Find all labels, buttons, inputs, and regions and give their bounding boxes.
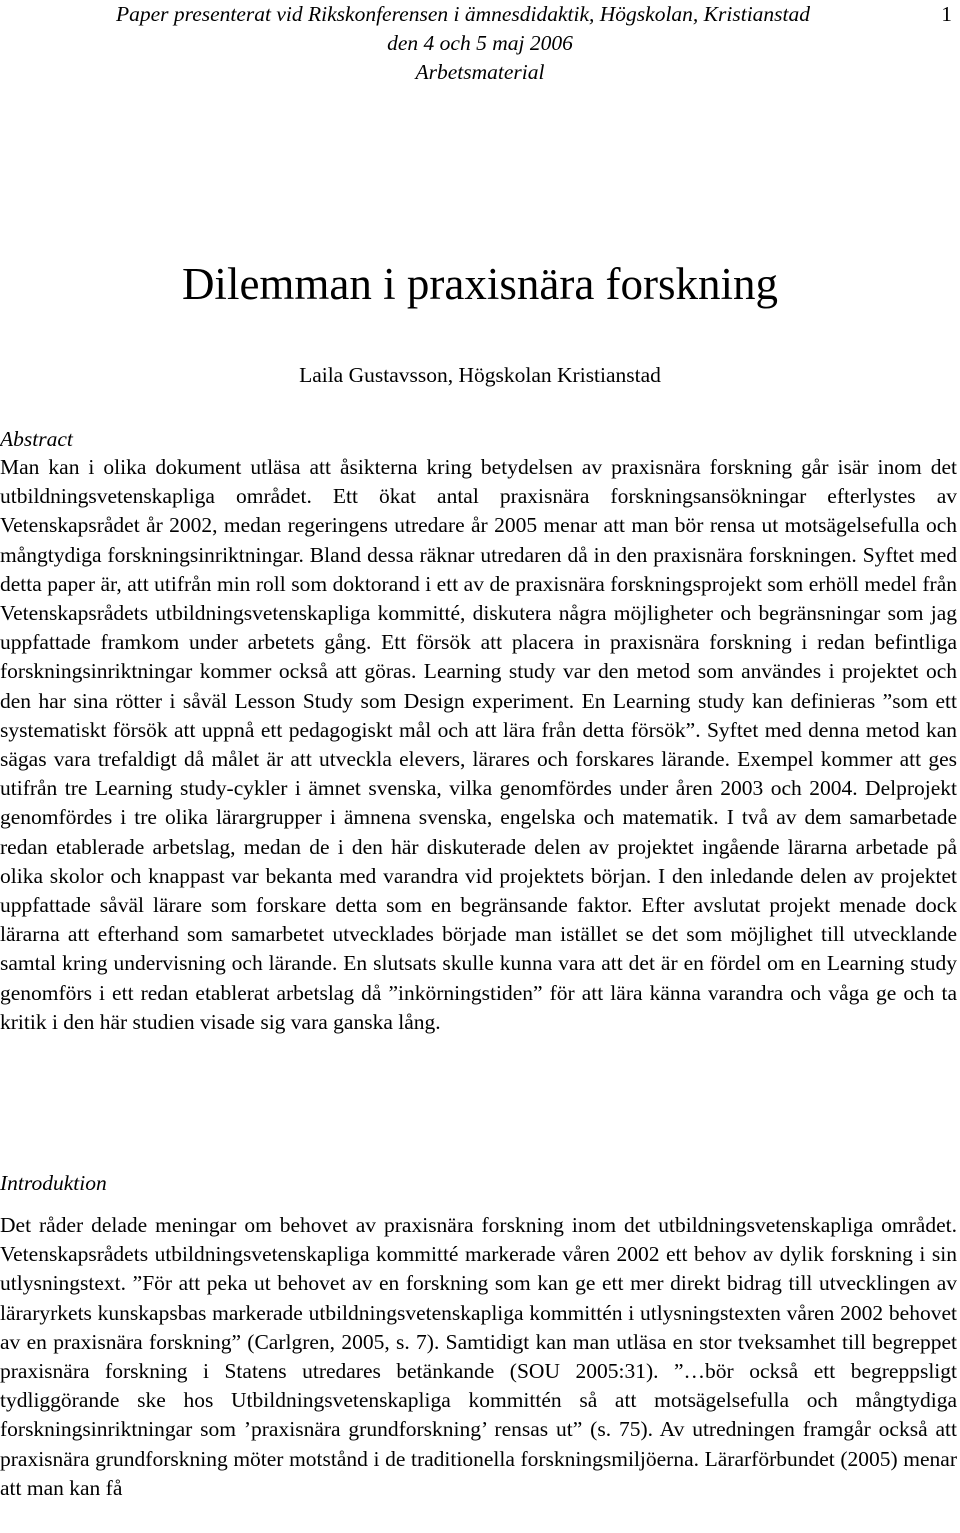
working-material-label: Arbetsmaterial bbox=[415, 60, 545, 84]
running-header bbox=[0, 0, 960, 87]
paper-title: Dilemman i praxisnära forskning bbox=[181, 259, 779, 309]
introduction-heading: Introduktion bbox=[0, 1171, 107, 1195]
introduction-paragraph: Det råder delade meningar om behovet av praxisnära forskning inom det utbildningsvetenskapliga området. Vetenskapsrådets utbildningsvetenskapliga kommitté markerade våren 2002 ett behov av dylik forskning i sin utlysningstext. ”För att peka ut behovet av en forskning som kan ge ett mer direkt bidrag till utvecklingen av läraryrkets kunskapsbas markerade utbildningsvetenskapliga kommittén i utlysningstexten våren 2002 behovet av en praxisnära forskning” (Carlgren, 2005, s. 7). Samtidigt kan man utläsa en stor tveksamhet till begreppet praxisnära forskning i Statens utredares betänkande (SOU 2005:31). ”…bör också ett begreppsligt tydliggörande ske hos Utbildningsvetenskapliga kommittén så att motsägelsefulla och mångtydiga forskningsinriktningar som ’praxisnära grundforskning’ rensas ut” (s. 75). Av utredningen framgår också att praxisnära grundforskning möter motstånd i de traditionella forskningsmiljöerna. Lärarförbundet (2005) menar att man kan få bbox=[0, 1213, 957, 1500]
conference-date: den 4 och 5 maj 2006 bbox=[387, 31, 573, 55]
page-number: 1 bbox=[941, 2, 952, 26]
author-affiliation: Laila Gustavsson, Högskolan Kristianstad bbox=[299, 363, 661, 387]
abstract-heading: Abstract bbox=[0, 427, 73, 451]
abstract-paragraph: Man kan i olika dokument utläsa att åsikterna kring betydelsen av praxisnära forskning går isär inom det utbildningsvetenskapliga området. Ett ökat antal praxisnära forskningsansökningar efterlystes av Vetenskapsrådet år 2002, medan regeringens utredare år 2005 menar att man bör rensa ut motsägelsefulla och mångtydiga forskningsinriktningar. Bland dessa räknar utredaren då in den praxisnära forskningen. Syftet med detta paper är, att utifrån min roll som doktorand i ett av de praxisnära forskningsprojekt som erhöll medel från Vetenskapsrådets utbildningsvetenskapliga kommitté, diskutera några möjligheter och begränsningar som jag uppfattade framkom under arbetets gång. Ett försök att placera in praxisnära forskning i redan befintliga forskningsinriktningar kommer också att göras. Learning study var den metod som användes i projektet och den har sina rötter i såväl Lesson Study som Design experiment. En Learning study kan definieras ”som ett systematiskt försök att uppnå ett pedagogiskt mål och att lära från detta försök”. Syftet med denna metod kan sägas vara trefaldigt då målet är att utveckla elevers, lärares och forskares lärande. Exempel kommer att ges utifrån tre Learning study-cykler i ämnet svenska, vilka genomfördes under åren 2003 och 2004. Delprojekt genomfördes i tre olika lärargrupper i ämnena svenska, engelska och matematik. I två av dem samarbetade redan etablerade arbetslag, medan de i den här diskuterade delen av projektet ingående lärarna arbetade på olika skolor och knappast var bekanta med varandra vid projektets början. I den inledande delen av projektet uppfattade såväl lärare som forskare detta som en begränsande faktor. Efter avslutat projekt menade dock lärarna att efterhand som samarbetet utvecklades började man istället se det som möjlighet till utvecklande samtal kring undervisning och lärande. En slutsats skulle kunna vara att det är en fördel om en Learning study genomförs i ett redan etablerat arbetslag då ”inkörningstiden” för att lära känna varandra och våga ge och ta kritik i den här studien visade sig vara ganska lång. bbox=[0, 455, 957, 1034]
conference-line: Paper presenterat vid Rikskonferensen i ämnesdidaktik, Högskolan, Kristianstad bbox=[115, 2, 811, 26]
